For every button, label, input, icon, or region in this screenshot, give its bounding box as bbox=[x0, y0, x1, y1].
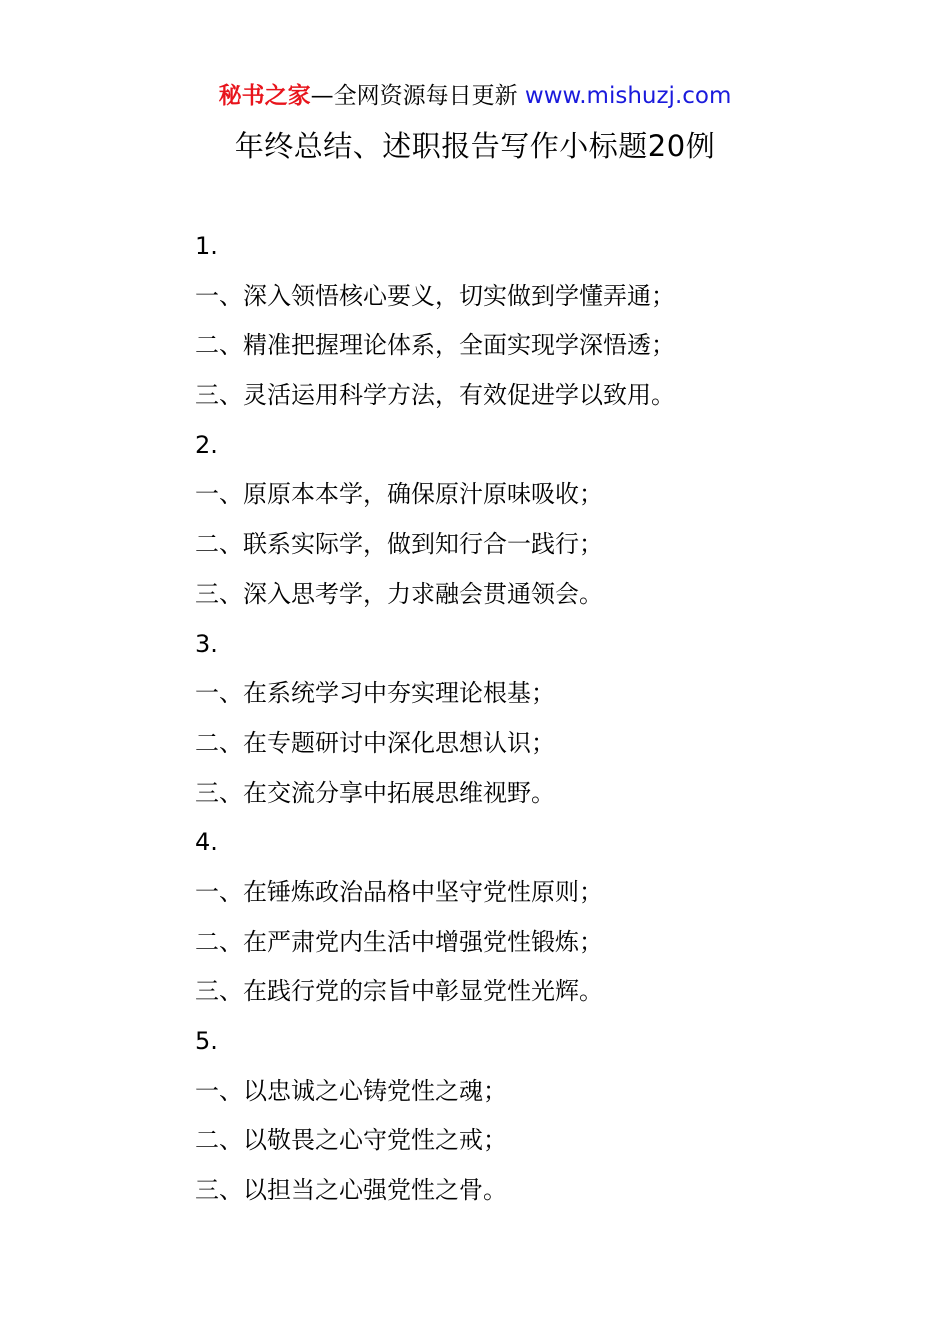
list-item: 三、深入思考学，力求融会贯通领会。 bbox=[195, 579, 603, 608]
list-item: 一、在系统学习中夯实理论根基； bbox=[195, 679, 555, 708]
list-item: 二、联系实际学，做到知行合一践行； bbox=[195, 530, 603, 559]
document-body bbox=[195, 228, 895, 1222]
list-item: 二、在专题研讨中深化思想认识； bbox=[195, 728, 555, 757]
group-5 bbox=[195, 1023, 895, 1222]
group-2 bbox=[195, 427, 895, 626]
group-number: 2. bbox=[195, 430, 218, 459]
list-item: 二、以敬畏之心守党性之戒； bbox=[195, 1126, 507, 1155]
group-number: 3. bbox=[195, 629, 218, 658]
site-header bbox=[0, 80, 950, 112]
group-number: 4. bbox=[195, 828, 218, 857]
list-item: 三、以担当之心强党性之骨。 bbox=[195, 1176, 507, 1205]
group-4 bbox=[195, 824, 895, 1023]
list-item: 三、在交流分享中拓展思维视野。 bbox=[195, 778, 555, 807]
list-item: 二、在严肃党内生活中增强党性锻炼； bbox=[195, 927, 603, 956]
list-item: 二、精准把握理论体系，全面实现学深悟透； bbox=[195, 331, 675, 360]
group-1 bbox=[195, 228, 895, 427]
list-item: 一、原原本本学，确保原汁原味吸收； bbox=[195, 480, 603, 509]
list-item: 三、灵活运用科学方法，有效促进学以致用。 bbox=[195, 381, 675, 410]
site-url: www.mishuzj.com bbox=[524, 83, 732, 109]
group-3 bbox=[195, 626, 895, 825]
brand-name: 秘书之家 bbox=[218, 83, 311, 109]
header-tagline: —全网资源每日更新 bbox=[310, 83, 525, 109]
list-item: 一、在锤炼政治品格中坚守党性原则； bbox=[195, 877, 603, 906]
list-item: 一、深入领悟核心要义，切实做到学懂弄通； bbox=[195, 281, 675, 310]
list-item: 三、在践行党的宗旨中彰显党性光辉。 bbox=[195, 977, 603, 1006]
list-item: 一、以忠诚之心铸党性之魂； bbox=[195, 1076, 507, 1105]
group-number: 1. bbox=[195, 232, 218, 260]
document-title: 年终总结、述职报告写作小标题20例 bbox=[234, 129, 716, 163]
group-number: 5. bbox=[195, 1027, 218, 1055]
